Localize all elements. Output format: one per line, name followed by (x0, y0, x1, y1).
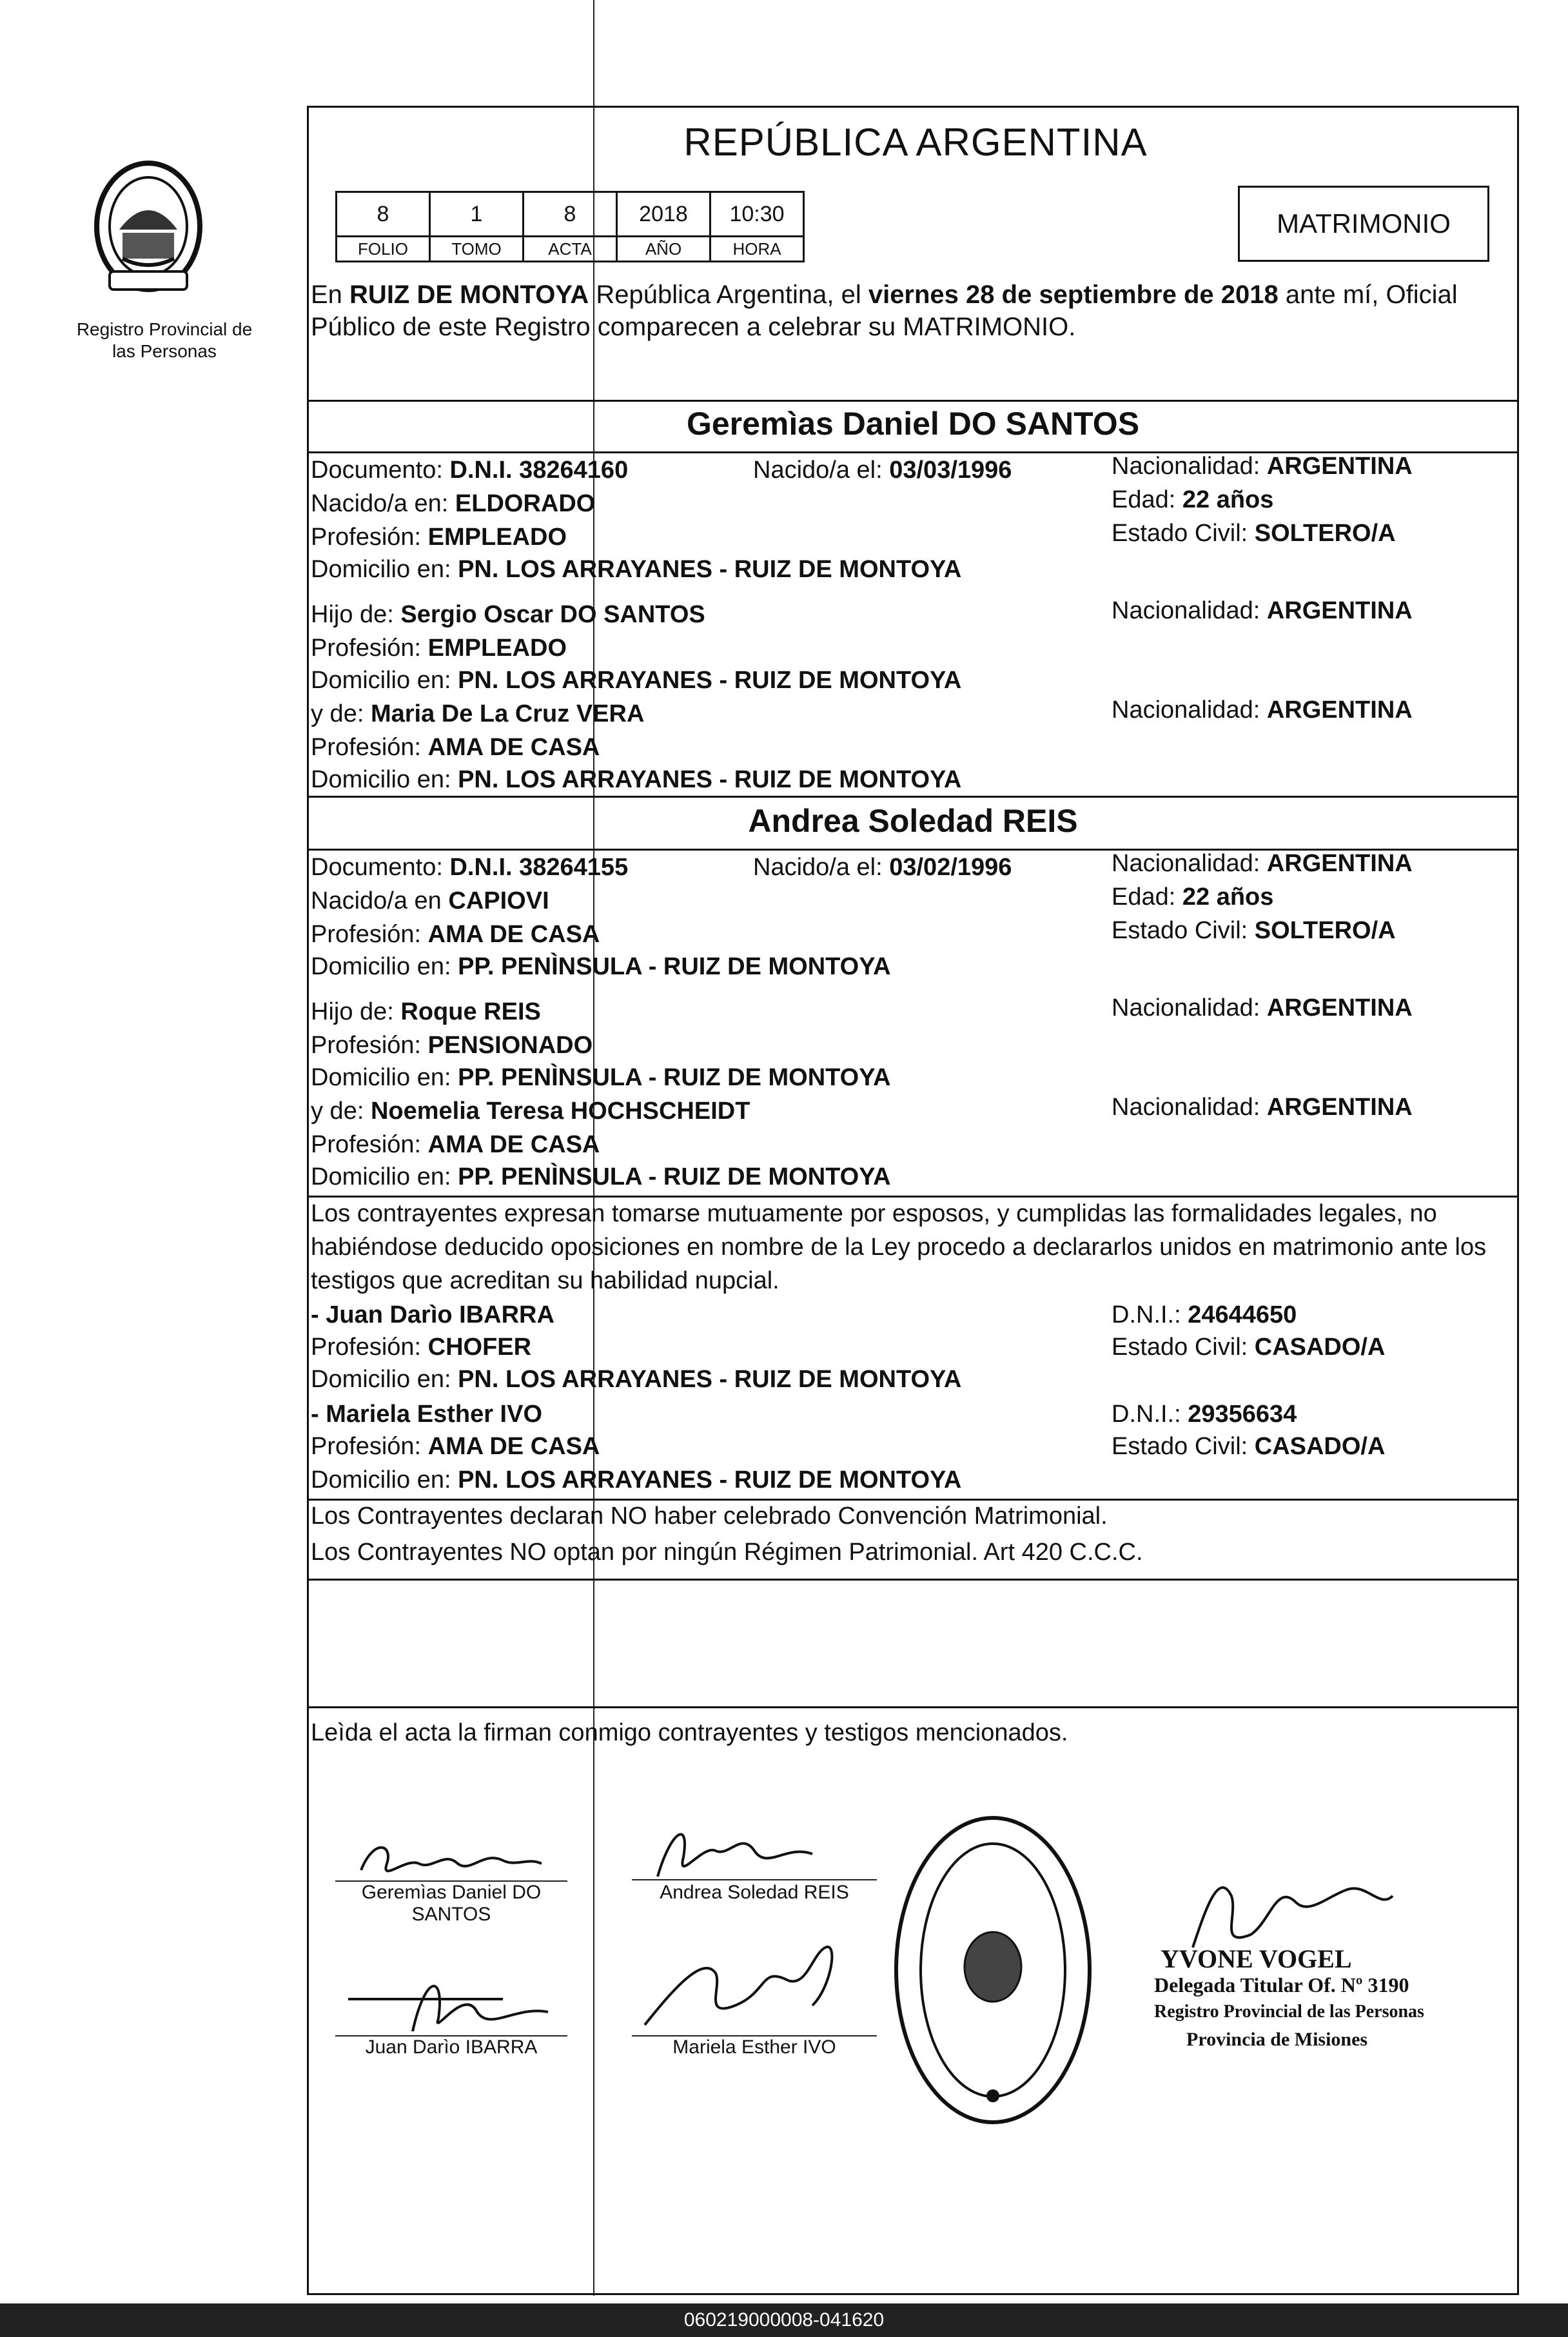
spouse1-age: Edad: 22 años (1112, 486, 1274, 513)
spouse1-mother-address: Domicilio en: PN. LOS ARRAYANES - RUIZ DE MONTOYA (311, 766, 962, 793)
tomo-label: TOMO (430, 237, 524, 262)
spouse2-age: Edad: 22 años (1112, 883, 1274, 911)
spouse1-civil-status: Estado Civil: SOLTERO/A (1112, 520, 1396, 547)
spouse1-nationality: Nacionalidad: ARGENTINA (1112, 453, 1413, 480)
spouse2-mother-address: Domicilio en: PP. PENÌNSULA - RUIZ DE MONTOYA (311, 1163, 891, 1190)
official-registry: Registro Provincial de las Personas (1154, 2002, 1424, 2022)
spouse1-mother-nationality: Nacionalidad: ARGENTINA (1112, 696, 1413, 724)
witness1-address: Domicilio en: PN. LOS ARRAYANES - RUIZ DE MONTOYA (311, 1366, 962, 1393)
divider (307, 400, 1519, 402)
spouse1-name: Geremìas Daniel DO SANTOS (686, 406, 1140, 442)
witness1-name: - Juan Darìo IBARRA (311, 1301, 554, 1328)
signature-name-1: Geremìas Daniel DO SANTOS (361, 1882, 542, 1925)
spouse1-mother: y de: Maria De La Cruz VERA (311, 700, 645, 727)
spouse2-civil-status: Estado Civil: SOLTERO/A (1112, 917, 1396, 944)
witness1-civil-status: Estado Civil: CASADO/A (1112, 1334, 1386, 1361)
divider (307, 1499, 1519, 1501)
spouse2-born-on: Nacido/a el: 03/02/1996 (753, 854, 1012, 881)
acta-label: ACTA (524, 237, 617, 262)
signature-name-2: Andrea Soledad REIS (660, 1882, 849, 1903)
acta-value: 8 (524, 192, 617, 237)
convention-note: Los Contrayentes declaran NO haber celebrado Convención Matrimonial. (311, 1503, 1108, 1530)
folio-label: FOLIO (337, 237, 430, 262)
spouse2-mother: y de: Noemelia Teresa HOCHSCHEIDT (311, 1098, 750, 1125)
witness2-dni: D.N.I.: 29356634 (1112, 1401, 1297, 1428)
spouse1-father-nationality: Nacionalidad: ARGENTINA (1112, 597, 1413, 624)
page-title: REPÚBLICA ARGENTINA (683, 121, 1148, 164)
divider (307, 1579, 1519, 1581)
witness2-civil-status: Estado Civil: CASADO/A (1112, 1433, 1386, 1460)
spouse1-born-in: Nacido/a en: ELDORADO (311, 490, 596, 517)
spouse2-mother-profession: Profesión: AMA DE CASA (311, 1131, 600, 1158)
signature-andrea (619, 1806, 877, 1889)
spouse2-father-nationality: Nacionalidad: ARGENTINA (1112, 994, 1413, 1021)
signature-line (632, 1879, 877, 1880)
divider (307, 1706, 1519, 1708)
spouse2-father: Hijo de: Roque REIS (311, 998, 541, 1025)
spouse1-address: Domicilio en: PN. LOS ARRAYANES - RUIZ DE MONTOYA (311, 556, 962, 583)
spouse1-father: Hijo de: Sergio Oscar DO SANTOS (311, 601, 705, 628)
witness1-dni: D.N.I.: 24644650 (1112, 1301, 1297, 1328)
registry-name: Registro Provincial de las Personas (76, 319, 253, 361)
declaration-text: Los contrayentes expresan tomarse mutuamente por esposos, y cumplidas las formalidades legales, no habiéndose deducido oposiciones en nombre de la Ley procedo a declararlos unidos en matrimonio ante los testigos que acreditan su habilidad nupcial. (311, 1200, 1487, 1294)
regime-note: Los Contrayentes NO optan por ningún Régimen Patrimonial. Art 420 C.C.C. (311, 1539, 1143, 1566)
signature-official (1180, 1857, 1451, 1960)
spouse2-document: Documento: D.N.I. 38264155 (311, 854, 629, 881)
signature-name-4: Mariela Esther IVO (672, 2036, 836, 2058)
hora-label: HORA (710, 237, 804, 262)
spouse1-mother-profession: Profesión: AMA DE CASA (311, 734, 600, 761)
document-type: MATRIMONIO (1238, 186, 1489, 262)
signature-name-3: Juan Darìo IBARRA (365, 2036, 538, 2058)
spouse2-nationality: Nacionalidad: ARGENTINA (1112, 850, 1413, 877)
province-emblem-icon (84, 152, 213, 301)
spouse2-father-address: Domicilio en: PP. PENÌNSULA - RUIZ DE MONTOYA (311, 1064, 891, 1091)
spouse2-mother-nationality: Nacionalidad: ARGENTINA (1112, 1094, 1413, 1121)
witness2-name: - Mariela Esther IVO (311, 1401, 543, 1428)
spouse1-father-profession: Profesión: EMPLEADO (311, 635, 567, 662)
hora-value: 10:30 (710, 192, 804, 237)
official-title: Delegada Titular Of. Nº 3190 (1154, 1973, 1409, 1997)
divider (307, 796, 1519, 798)
spouse2-name: Andrea Soledad REIS (748, 803, 1078, 839)
witness1-profession: Profesión: CHOFER (311, 1334, 532, 1361)
official-province: Provincia de Misiones (1186, 2029, 1368, 2050)
tomo-value: 1 (430, 192, 524, 237)
witness2-address: Domicilio en: PN. LOS ARRAYANES - RUIZ DE MONTOYA (311, 1466, 962, 1494)
spouse2-born-in: Nacido/a en CAPIOVI (311, 887, 549, 914)
signature-geremias (335, 1825, 567, 1889)
spouse2-address: Domicilio en: PP. PENÌNSULA - RUIZ DE MONTOYA (311, 953, 891, 980)
signature-mariela (619, 1928, 877, 2038)
spouse1-document: Documento: D.N.I. 38264160 (311, 457, 629, 484)
register-table (335, 191, 805, 262)
folio-value: 8 (337, 192, 430, 237)
spouse1-father-address: Domicilio en: PN. LOS ARRAYANES - RUIZ DE MONTOYA (311, 667, 962, 694)
spouse1-born-on: Nacido/a el: 03/03/1996 (753, 457, 1012, 484)
spouse1-profession: Profesión: EMPLEADO (311, 524, 567, 551)
spouse2-profession: Profesión: AMA DE CASA (311, 921, 600, 948)
signature-juan (335, 1960, 580, 2038)
closing-text: Leìda el acta la firman conmigo contrayentes y testigos mencionados. (311, 1719, 1068, 1746)
anio-value: 2018 (617, 192, 710, 237)
intro-text: En RUIZ DE MONTOYA República Argentina, el viernes 28 de septiembre de 2018 ante mí, Oficial Público de este Registro comparecen a celebrar su MATRIMONIO. (311, 281, 1458, 341)
official-name: YVONE VOGEL (1161, 1944, 1352, 1973)
anio-label: AÑO (617, 237, 710, 262)
footer-code: 060219000008-041620 (0, 2303, 1568, 2337)
witness2-profession: Profesión: AMA DE CASA (311, 1433, 600, 1460)
spouse2-father-profession: Profesión: PENSIONADO (311, 1032, 593, 1059)
official-seal-icon (890, 1812, 1096, 2128)
